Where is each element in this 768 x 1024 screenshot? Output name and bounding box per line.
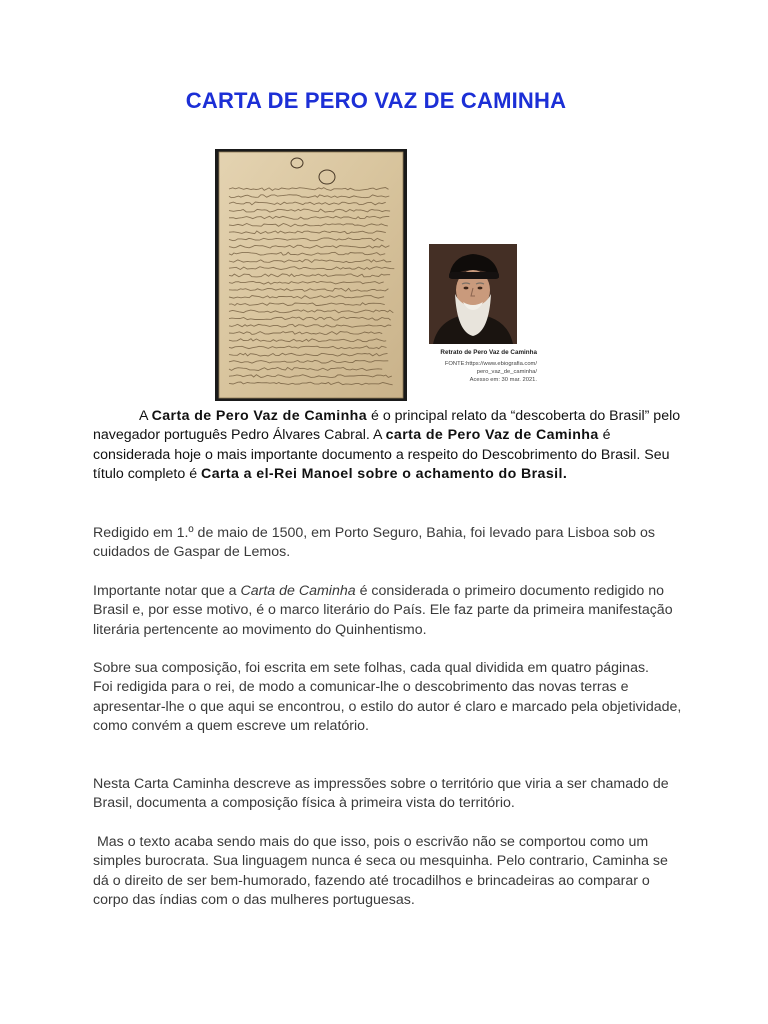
importante-text-2: é considerada o primeiro documento redigido no Brasil e, por esse motivo, é o marco literário do País. Ele faz parte da primeira manifestação literária pertencente ao movimento do Quinhentismo. xyxy=(93,583,673,638)
intro-text-3: é considerada hoje o mais importante documento a respeito do Descobrimento do Brasil. Seu título completo é xyxy=(93,427,670,482)
caption-path: pero_vaz_de_caminha/ xyxy=(476,369,537,375)
manuscript-image xyxy=(215,149,407,401)
caption-source: FONTE:https://www.ebiografia.com/ xyxy=(444,361,537,367)
importante-text-1: Importante notar que a xyxy=(93,583,241,599)
mas-o-texto-text: Mas o texto acaba sendo mais do que isso, pois o escrivão não se comportou como um simples burocrata. Sua linguagem nunca é seca ou mesquinha. Pelo contrario, Caminha se dá o direito de ser bem-humorado, fazendo até trocadilhos e brincadeiras ao comparar o corpo das índias com o das mulheres portuguesas. xyxy=(93,834,672,908)
intro-text-1: A xyxy=(139,408,152,424)
portrait-image xyxy=(429,244,517,344)
page-title: CARTA DE PERO VAZ DE CAMINHA xyxy=(185,88,567,113)
intro-bold-3: Carta a el-Rei Manoel sobre o achamento do Brasil. xyxy=(201,465,568,482)
manuscript-page-icon xyxy=(215,149,407,401)
intro-text-2: é o principal relato da “descoberta do Brasil” pelo navegador português Pedro Álvares Cabral. A xyxy=(93,408,681,444)
importante-italic: Carta de Caminha xyxy=(240,583,356,599)
paragraph-intro xyxy=(93,407,683,484)
portrait-caption xyxy=(410,349,537,384)
portrait-icon xyxy=(429,244,517,344)
caption-title: Retrato de Pero Vaz de Caminha xyxy=(440,349,537,356)
paragraph-nesta-carta xyxy=(93,775,683,814)
composicao-line-1: Sobre sua composição, foi escrita em sete folhas, cada qual dividida em quatro páginas. xyxy=(93,660,649,676)
nesta-carta-text: Nesta Carta Caminha descreve as impressões sobre o território que viria a ser chamado de Brasil, documenta a composição física à primeira vista do território. xyxy=(93,776,669,812)
paragraph-redigido xyxy=(93,524,683,563)
caption-access: Acesso em: 30 mar. 2021. xyxy=(469,377,537,383)
redigido-text: Redigido em 1.º de maio de 1500, em Porto Seguro, Bahia, foi levado para Lisboa sob os cuidados de Gaspar de Lemos. xyxy=(93,525,655,561)
paragraph-composicao xyxy=(93,659,683,736)
composicao-line-2: Foi redigida para o rei, de modo a comunicar-lhe o descobrimento das novas terras e apresentar-lhe o que aqui se encontrou, o estilo do autor é claro e marcado pela objetividade, como convém a quem escreve um relatório. xyxy=(93,679,682,734)
paragraph-importante xyxy=(93,582,683,640)
paragraph-mas-o-texto xyxy=(93,833,683,910)
intro-bold-1: Carta de Pero Vaz de Caminha xyxy=(151,408,368,424)
intro-bold-2: carta de Pero Vaz de Caminha xyxy=(385,427,599,444)
